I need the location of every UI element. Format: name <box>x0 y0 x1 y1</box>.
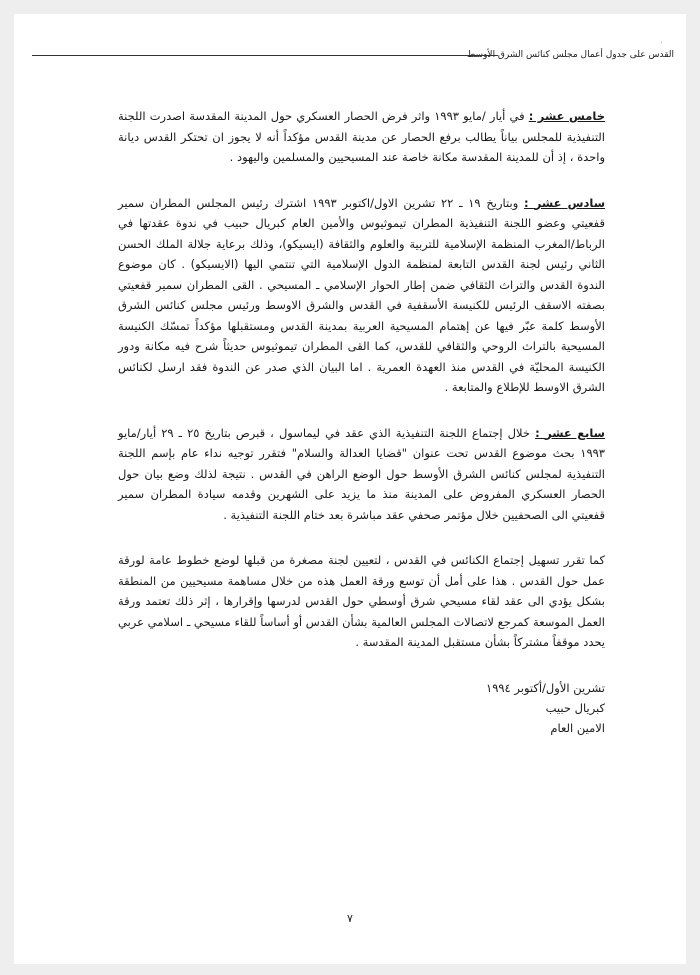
document-body <box>118 106 605 738</box>
signature-block <box>118 678 605 738</box>
signature-title: الامين العام <box>550 720 605 735</box>
running-title: القدس على جدول أعمال مجلس كنائس الشرق الأوسط <box>467 50 674 60</box>
paragraph-17-text: خلال إجتماع اللجنة التنفيذية الذي عقد في ليماسول ، قبرص بتاريخ ٢٥ ـ ٢٩ أيار/مايو ١٩٩٣ بحث موضوع القدس تحت عنوان "قضايا العدالة والسلام" فتقرر توجيه نداء عام بإسم اللجنة التنفيذية لمجلس كنائس الشرق الأوسط حول الوضع الراهن في القدس . نتيجة لذلك وضع بيان حول الحصار العسكري المفروض على المدينة منذ ما يزيد على الشهرين وقدمه سيادة المطران سمير قفعيتي الى الصحفيين خلال مؤتمر صحفي عقد مباشرة بعد ختام اللجنة التنفيذية . <box>118 425 605 522</box>
signature-name: كبريال حبيب <box>545 700 605 715</box>
paragraph-15-text: في أيار /مايو ١٩٩٣ واثر فرض الحصار العسكري حول المدينة المقدسة اصدرت اللجنة التنفيذية للمجلس بياناً يطالب برفع الحصار عن مدينة القدس مؤكداً أنه لا يجوز ان تحتكر القدس ديانة واحدة ، إذ أن للمدينة المقدسة مكانة خاصة عند المسيحيين والمسلمين واليهود . <box>118 109 605 164</box>
paragraph-15-heading: خامس عشر : <box>528 109 605 123</box>
paragraph-17-continued <box>118 550 605 653</box>
paragraph-17-continued-text: كما تقرر تسهيل إجتماع الكنائس في القدس ، لتعيين لجنة مصغرة من قبلها لوضع خطوط عامة لورقة عمل حول القدس . هذا على أمل أن توسع ورقة العمل هذه من خلال مساهمة مسيحيين من المنطقة بشكل يؤدي الى عقد لقاء مسيحي شرق أوسطي حول القدس لدرسها وإقرارها ، إثر ذلك تعتمد ورقة العمل الموسعة كمرجع لاتصالات المجلس العالمية بشأن القدس أو أساساً للقاء مسيحي ـ اسلامي عربي يحدد موقفاً مشتركاً بشأن مستقبل المدينة المقدسة . <box>118 553 605 649</box>
paragraph-17-heading: سابع عشر : <box>535 425 605 440</box>
paragraph-17 <box>118 423 605 526</box>
page-number: ٧ <box>347 912 353 925</box>
paragraph-16 <box>118 193 605 398</box>
signature-date: تشرين الأول/أكتوبر ١٩٩٤ <box>486 680 605 695</box>
paragraph-16-heading: سادس عشر : <box>524 195 605 210</box>
paragraph-15 <box>118 106 605 168</box>
document-page <box>14 14 686 964</box>
header-rule <box>32 55 498 56</box>
scan-mark: · <box>660 38 664 49</box>
running-header <box>32 48 674 62</box>
paragraph-16-text: وبتاريخ ١٩ ـ ٢٢ تشرين الاول/اكتوبر ١٩٩٣ اشترك رئيس المجلس المطران سمير قفعيتي وعضو اللجنة التنفيذية المطران تيموثيوس والأمين العام كبريال حبيب في ندوة عقدتها في الرباط/المغرب المنظمة الإسلامية للتربية والعلوم والثقافة (ايسيكو)، وذلك برعاية جلالة الملك الحسن الثاني رئيس لجنة القدس التابعة لمنظمة الدول الإسلامية التي تنتمي اليها (الايسيكو) . كان موضوع الندوة القدس والتراث الثقافي ضمن إطار الحوار الإسلامي ـ المسيحي . القى المطران سمير قفعيتي بصفته الاسقف الرئيس للكنيسة الأسقفية في القدس والشرق الاوسط ورئيس مجلس كنائس الشرق الأوسط كلمة عبّر فيها عن إهتمام المسيحية العربية بمدينة القدس ومستقبلها مؤكداً تمسّك الكنيسة المسيحية بالتراث الروحي والثقافي للقدس، كما القى المطران تيموثيوس حديثاً شرح فيه مكانة ودور الكنيسة المحليّة في القدس منذ العهدة العمرية . اما البيان الذي صدر عن الندوة فقد ارسل لكنائس الشرق الاوسط للإطلاع والمتابعة . <box>118 195 605 394</box>
